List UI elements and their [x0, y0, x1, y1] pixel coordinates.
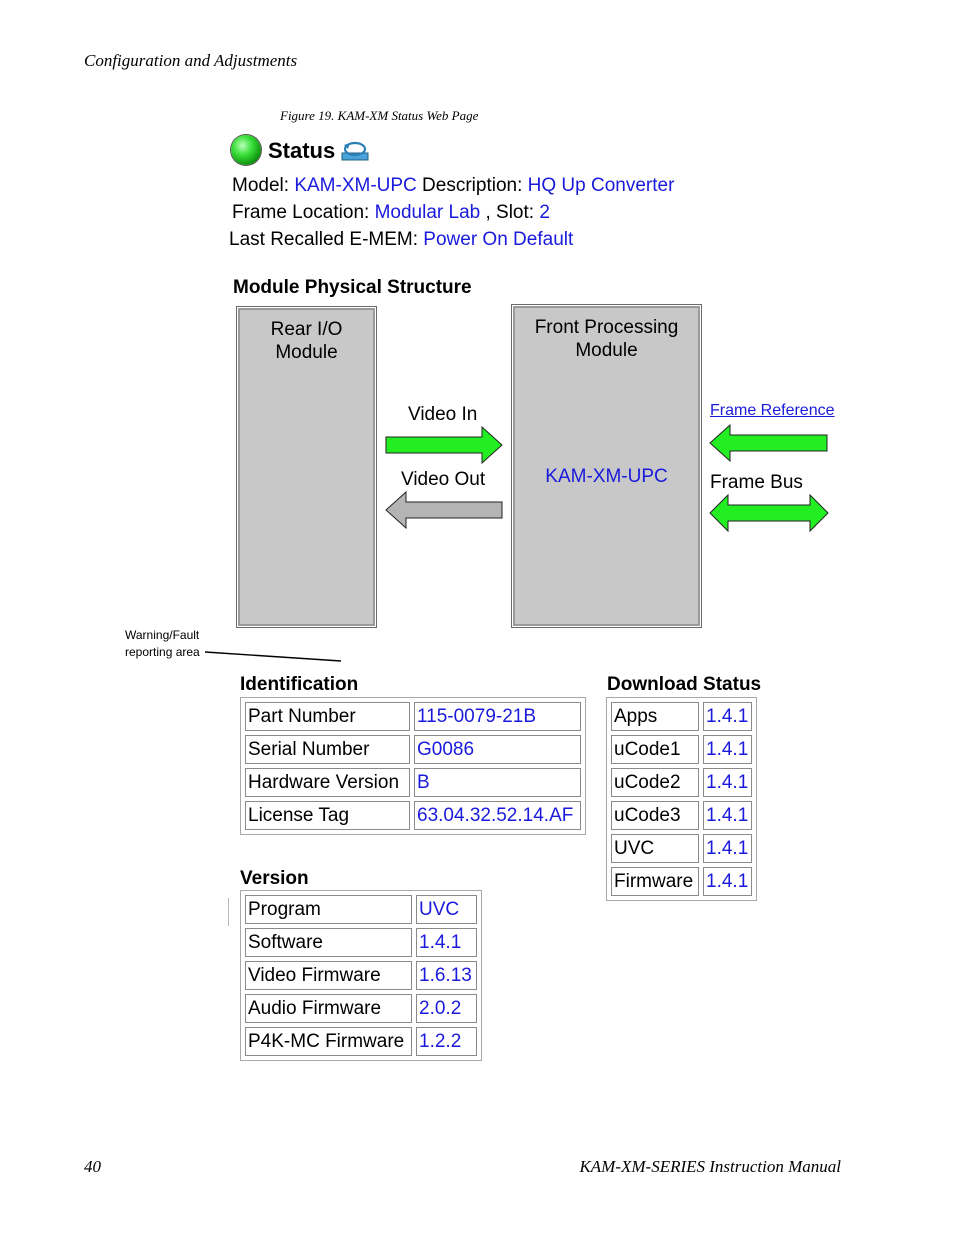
ucode1-value: 1.4.1 [703, 735, 752, 764]
firmware-label: Firmware [611, 867, 699, 896]
table-row [611, 834, 752, 863]
table-row [245, 702, 581, 731]
p4k-mc-firmware-value: 1.2.2 [416, 1027, 477, 1056]
divider [228, 898, 229, 926]
model-line [232, 175, 674, 197]
table-row [611, 735, 752, 764]
apps-label: Apps [611, 702, 699, 731]
table-row [611, 867, 752, 896]
video-out-arrow-icon[interactable] [384, 490, 504, 530]
table-row [245, 768, 581, 797]
manual-title: KAM-XM-SERIES Instruction Manual [579, 1157, 841, 1176]
table-row [245, 928, 477, 957]
video-in-label: Video In [408, 404, 478, 425]
slot-value: 2 [539, 202, 550, 223]
download-status-title: Download Status [607, 674, 762, 695]
version-table [240, 890, 482, 1061]
front-module-model-link[interactable]: KAM-XM-UPC [545, 466, 668, 487]
frame-location-label: Frame Location: [232, 202, 370, 223]
software-value: 1.4.1 [416, 928, 477, 957]
video-firmware-label: Video Firmware [245, 961, 412, 990]
audio-firmware-value: 2.0.2 [416, 994, 477, 1023]
uvc-value: 1.4.1 [703, 834, 752, 863]
table-row [245, 961, 477, 990]
identification-table [240, 697, 586, 835]
callout-line2: reporting area [125, 645, 200, 659]
serial-number-value: G0086 [414, 735, 581, 764]
table-row [611, 801, 752, 830]
version-title: Version [240, 868, 309, 889]
table-row [611, 702, 752, 731]
page-number: 40 [84, 1157, 101, 1176]
part-number-label: Part Number [245, 702, 410, 731]
frame-location-value: Modular Lab [374, 202, 481, 223]
refresh-icon[interactable] [341, 139, 369, 161]
front-module-label-line2: Module [575, 340, 638, 361]
frame-bus-arrow-icon[interactable] [708, 493, 830, 533]
table-row [245, 994, 477, 1023]
table-row [245, 801, 581, 830]
firmware-value: 1.4.1 [703, 867, 752, 896]
ucode3-label: uCode3 [611, 801, 699, 830]
serial-number-label: Serial Number [245, 735, 410, 764]
front-module-label-line1: Front Processing [534, 317, 679, 338]
model-label: Model: [232, 175, 290, 196]
table-row [245, 1027, 477, 1056]
identification-title: Identification [240, 674, 359, 695]
uvc-label: UVC [611, 834, 699, 863]
p4k-mc-firmware-label: P4K-MC Firmware [245, 1027, 412, 1056]
ucode3-value: 1.4.1 [703, 801, 752, 830]
hardware-version-label: Hardware Version [245, 768, 410, 797]
table-row [245, 735, 581, 764]
license-tag-label: License Tag [245, 801, 410, 830]
model-value: KAM-XM-UPC [294, 175, 417, 196]
table-row [611, 768, 752, 797]
table-row [245, 895, 477, 924]
part-number-value: 115-0079-21B [414, 702, 581, 731]
hardware-version-value: B [414, 768, 581, 797]
ucode2-value: 1.4.1 [703, 768, 752, 797]
callout-line1: Warning/Fault [125, 628, 200, 642]
software-label: Software [245, 928, 412, 957]
slot-label: , Slot: [485, 202, 535, 223]
video-in-arrow-icon[interactable] [384, 425, 504, 465]
program-value: UVC [416, 895, 477, 924]
frame-reference-arrow-icon[interactable] [708, 423, 830, 463]
frame-bus-label: Frame Bus [710, 472, 803, 493]
rear-module-label-line1: Rear I/O [270, 319, 343, 340]
ucode2-label: uCode2 [611, 768, 699, 797]
video-firmware-value: 1.6.13 [416, 961, 477, 990]
description-value: HQ Up Converter [527, 175, 675, 196]
warning-fault-callout [125, 627, 200, 661]
callout-leader-line [205, 648, 345, 668]
description-label: Description: [422, 175, 523, 196]
emem-line [229, 229, 573, 251]
download-status-table [606, 697, 757, 901]
video-out-label: Video Out [401, 469, 486, 490]
frame-location-line [232, 202, 550, 224]
module-structure-title: Module Physical Structure [233, 277, 472, 298]
program-label: Program [245, 895, 412, 924]
frame-reference-link[interactable]: Frame Reference [710, 402, 835, 419]
emem-value: Power On Default [423, 229, 574, 250]
status-led-icon [231, 135, 261, 165]
figure-caption: Figure 19. KAM-XM Status Web Page [280, 108, 479, 123]
rear-io-module[interactable] [238, 308, 375, 626]
running-head: Configuration and Adjustments [84, 51, 298, 70]
audio-firmware-label: Audio Firmware [245, 994, 412, 1023]
apps-value: 1.4.1 [703, 702, 752, 731]
status-title: Status [268, 138, 336, 163]
ucode1-label: uCode1 [611, 735, 699, 764]
emem-label: Last Recalled E-MEM: [229, 229, 419, 250]
license-tag-value: 63.04.32.52.14.AF [414, 801, 581, 830]
rear-module-label-line2: Module [275, 342, 338, 363]
